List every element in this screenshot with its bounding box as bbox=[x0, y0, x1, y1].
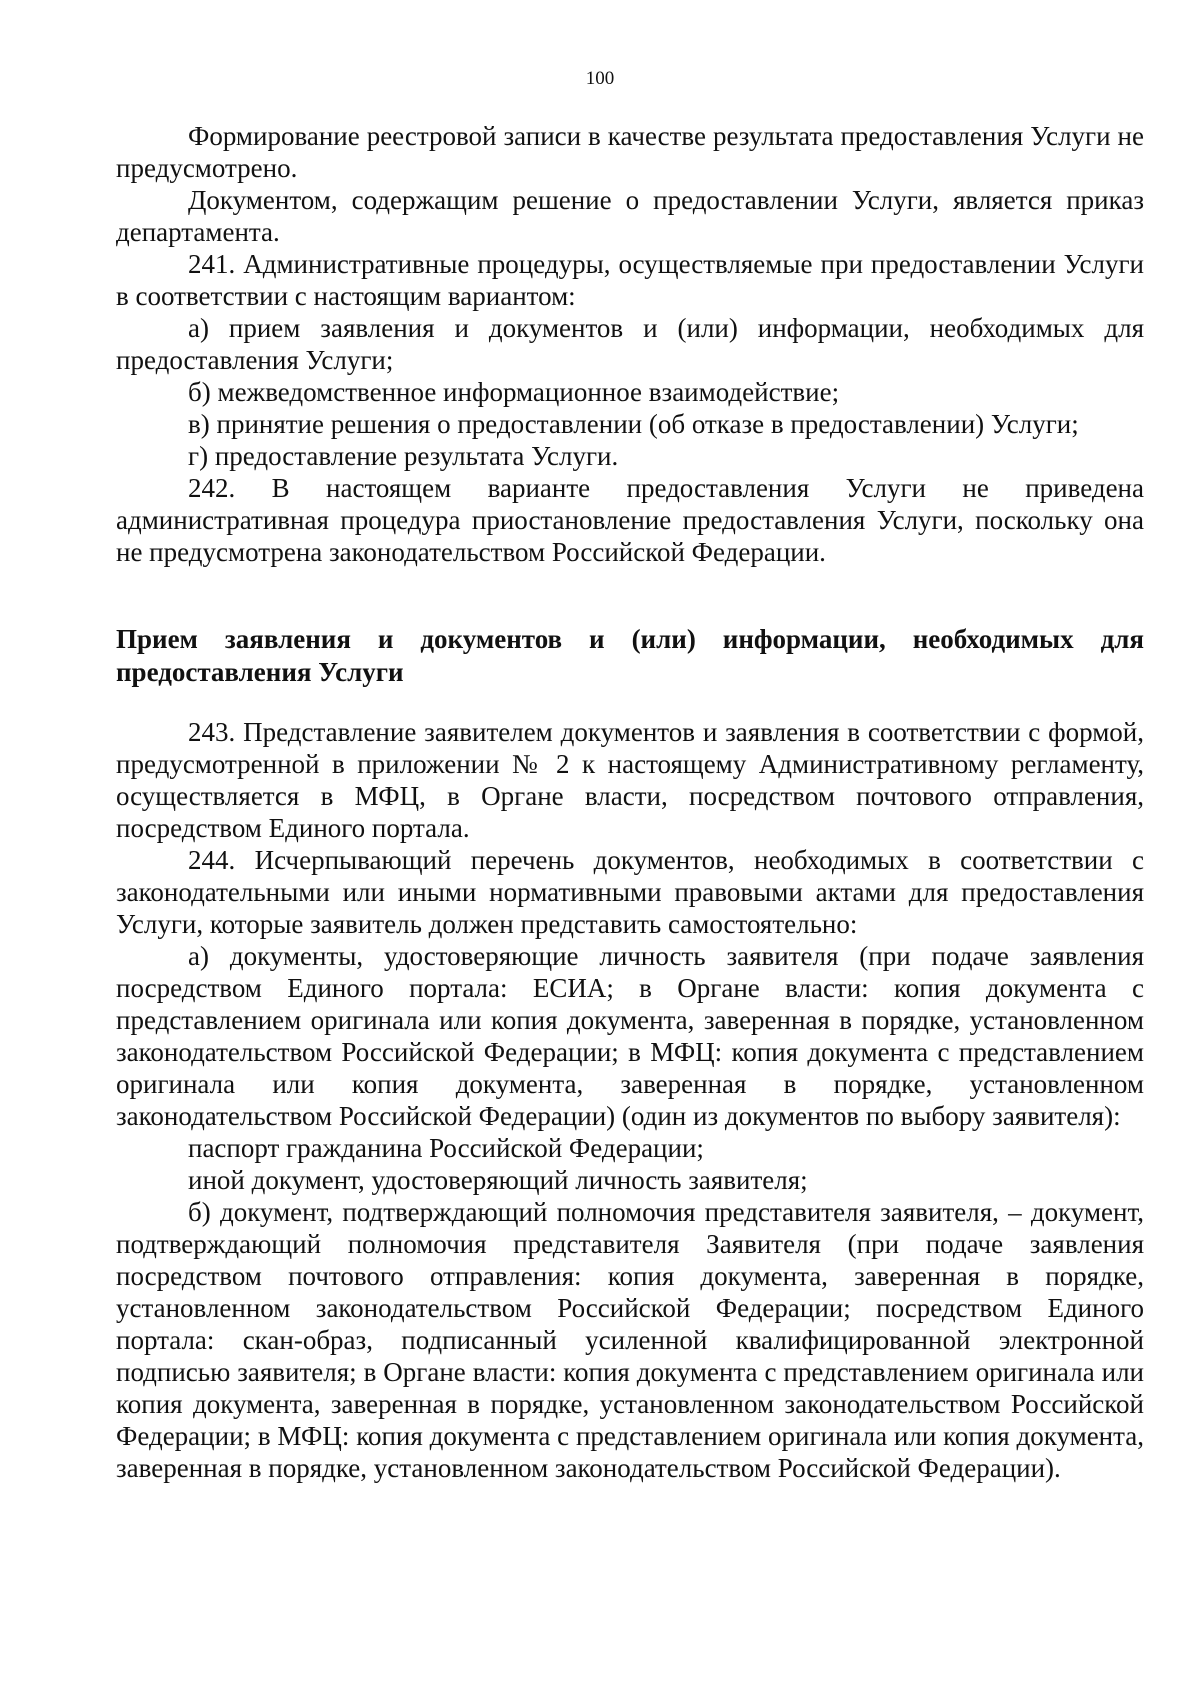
page-number: 100 bbox=[585, 68, 615, 89]
list-item-a: а) документы, удостоверяющие личность заявителя (при подаче заявления посредством Единого портала: ЕСИА; в Органе власти: копия документа с представлением оригинала или копия документа, заверенная в порядке, установленном законодательством Российской Федерации; в МФЦ: копия документа с представлением оригинала или копия документа, заверенная в порядке, установленном законодательством Российской Федерации) (один из документов по выбору заявителя): bbox=[116, 941, 1144, 1131]
section-heading: Прием заявления и документов и (или) информации, необходимых для предоставления Услуги bbox=[116, 624, 1144, 687]
list-item: иной документ, удостоверяющий личность заявителя; bbox=[188, 1165, 808, 1195]
list-item-g: г) предоставление результата Услуги. bbox=[188, 441, 619, 471]
paragraph-242: 242. В настоящем варианте предоставления Услуги не приведена административная процедура приостановление предоставления Услуги, поскольку она не предусмотрена законодательством Российской Федерации. bbox=[116, 473, 1144, 567]
paragraph-241: 241. Административные процедуры, осуществляемые при предоставлении Услуги в соответствии с настоящим вариантом: bbox=[116, 249, 1144, 311]
list-item: паспорт гражданина Российской Федерации; bbox=[188, 1133, 704, 1163]
list-item-v: в) принятие решения о предоставлении (об отказе в предоставлении) Услуги; bbox=[188, 409, 1079, 439]
list-item-b: б) межведомственное информационное взаимодействие; bbox=[188, 377, 840, 407]
list-item-b: б) документ, подтверждающий полномочия представителя заявителя, – документ, подтверждающий полномочия представителя Заявителя (при подаче заявления посредством почтового отправления: копия документа, заверенная в порядке, установленном законодательством Российской Федерации; посредством Единого портала: скан-образ, подписанный усиленной квалифицированной электронной подписью заявителя; в Органе власти: копия документа с представлением оригинала или копия документа, заверенная в порядке, установленном законодательством Российской Федерации; в МФЦ: копия документа с представлением оригинала или копия документа, заверенная в порядке, установленном законодательством Российской Федерации). bbox=[116, 1197, 1144, 1483]
paragraph: Документом, содержащим решение о предоставлении Услуги, является приказ департамента. bbox=[116, 185, 1144, 247]
list-item-a: а) прием заявления и документов и (или) информации, необходимых для предоставления Услуги; bbox=[116, 313, 1144, 375]
document-body bbox=[116, 120, 1144, 1484]
paragraph-243: 243. Представление заявителем документов и заявления в соответствии с формой, предусмотренной в приложении № 2 к настоящему Административному регламенту, осуществляется в МФЦ, в Органе власти, посредством почтового отправления, посредством Единого портала. bbox=[116, 717, 1144, 843]
paragraph-244: 244. Исчерпывающий перечень документов, необходимых в соответствии с законодательными или иными нормативными правовыми актами для предоставления Услуги, которые заявитель должен представить самостоятельно: bbox=[116, 845, 1144, 939]
paragraph: Формирование реестровой записи в качестве результата предоставления Услуги не предусмотрено. bbox=[116, 121, 1144, 183]
